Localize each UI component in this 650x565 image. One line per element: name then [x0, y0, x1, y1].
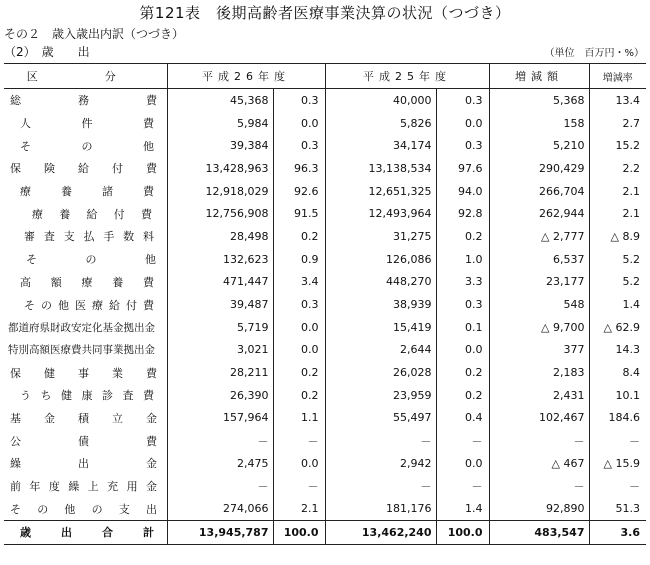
fy26-share-cell: － — [273, 475, 325, 498]
fy26-share-cell: 1.1 — [273, 407, 325, 430]
expenditure-table — [4, 63, 646, 545]
row-label-cell — [4, 293, 167, 316]
table-row — [4, 475, 646, 498]
change-rate-cell: 5.2 — [589, 271, 646, 294]
row-label: 基金積立金 — [10, 411, 157, 425]
fy26-share-cell: 96.3 — [273, 157, 325, 180]
fy26-amount-cell: 157,964 — [167, 407, 273, 430]
unit-note: （単位 百万円・%） — [544, 48, 644, 59]
row-label-cell — [4, 361, 167, 384]
change-rate-cell: 3.6 — [589, 521, 646, 545]
header-change-amount: 増減額 — [489, 64, 589, 89]
table-row — [4, 157, 646, 180]
row-label-cell — [4, 497, 167, 520]
row-label: 歳出合計 — [20, 526, 154, 540]
change-rate-cell: 14.3 — [589, 339, 646, 362]
row-label: 保険給付費 — [10, 162, 157, 176]
change-rate-cell: － — [589, 429, 646, 452]
row-label-cell — [4, 202, 167, 225]
fy25-amount-cell: 26,028 — [325, 361, 436, 384]
fy25-amount-cell: 55,497 — [325, 407, 436, 430]
row-label-cell — [4, 248, 167, 271]
fy25-amount-cell: 15,419 — [325, 316, 436, 339]
change-amount-cell: － — [489, 475, 589, 498]
fy26-amount-cell: 471,447 — [167, 271, 273, 294]
fy25-amount-cell: 5,826 — [325, 112, 436, 135]
header-row — [4, 64, 646, 89]
fy26-share-cell: 0.0 — [273, 339, 325, 362]
change-amount-cell: 2,431 — [489, 384, 589, 407]
fy26-amount-cell: 132,623 — [167, 248, 273, 271]
fy25-share-cell: 0.2 — [436, 361, 489, 384]
change-amount-cell: 290,429 — [489, 157, 589, 180]
row-label: 総務費 — [10, 94, 157, 108]
fy26-amount-cell: 2,475 — [167, 452, 273, 475]
fy25-amount-cell: 12,493,964 — [325, 202, 436, 225]
fy25-share-cell: 92.8 — [436, 202, 489, 225]
change-amount-cell: 158 — [489, 112, 589, 135]
row-label-cell — [4, 316, 167, 339]
fy26-share-cell: － — [273, 429, 325, 452]
table-row — [4, 339, 646, 362]
fy25-share-cell: 0.2 — [436, 225, 489, 248]
row-label: その他 — [26, 253, 156, 267]
fy26-amount-cell: 3,021 — [167, 339, 273, 362]
change-amount-cell: △ 2,777 — [489, 225, 589, 248]
row-label: 高額療養費 — [20, 275, 154, 289]
fy25-amount-cell: 40,000 — [325, 89, 436, 112]
fy26-amount-cell: 5,984 — [167, 112, 273, 135]
change-amount-cell: 5,368 — [489, 89, 589, 112]
fy25-amount-cell: 23,959 — [325, 384, 436, 407]
row-label: 保健事業費 — [10, 366, 157, 380]
fy25-amount-cell: 181,176 — [325, 497, 436, 520]
header-fy26: 平成26年度 — [167, 64, 325, 89]
change-rate-cell: △ 8.9 — [589, 225, 646, 248]
row-label-cell — [4, 339, 167, 362]
fy26-amount-cell: 274,066 — [167, 497, 273, 520]
fy25-share-cell: 0.3 — [436, 293, 489, 316]
row-label: その他の支出 — [10, 502, 157, 516]
fy25-share-cell: 0.3 — [436, 134, 489, 157]
subsection-subtitle: （2） 歳 出 — [4, 45, 90, 59]
fy25-amount-cell: 31,275 — [325, 225, 436, 248]
table-row — [4, 112, 646, 135]
fy25-share-cell: 0.2 — [436, 384, 489, 407]
fy26-share-cell: 0.0 — [273, 316, 325, 339]
table-row — [4, 521, 646, 545]
row-label: 療養諸費 — [20, 185, 154, 199]
change-rate-cell: 2.1 — [589, 202, 646, 225]
table-row — [4, 134, 646, 157]
change-amount-cell: － — [489, 429, 589, 452]
fy26-amount-cell: 5,719 — [167, 316, 273, 339]
row-label: その他医療給付費 — [24, 298, 154, 312]
row-label-cell — [4, 180, 167, 203]
row-label: 療養給付費 — [32, 207, 152, 221]
fy26-share-cell: 91.5 — [273, 202, 325, 225]
section-subtitle: その２ 歳入歳出内訳（つづき） — [4, 27, 185, 41]
row-label: 公債費 — [10, 434, 157, 448]
header-category: 区 分 — [4, 64, 167, 89]
change-rate-cell: 51.3 — [589, 497, 646, 520]
fy25-amount-cell: 2,644 — [325, 339, 436, 362]
fy26-amount-cell: 13,945,787 — [167, 521, 273, 545]
fy25-share-cell: 0.0 — [436, 452, 489, 475]
change-amount-cell: 23,177 — [489, 271, 589, 294]
fy25-share-cell: 0.0 — [436, 339, 489, 362]
table-row — [4, 293, 646, 316]
table-row — [4, 407, 646, 430]
change-rate-cell: 1.4 — [589, 293, 646, 316]
row-label-cell — [4, 271, 167, 294]
fy25-amount-cell: 13,462,240 — [325, 521, 436, 545]
fy26-amount-cell: 39,384 — [167, 134, 273, 157]
fy25-share-cell: 1.4 — [436, 497, 489, 520]
change-amount-cell: 266,704 — [489, 180, 589, 203]
table-row — [4, 225, 646, 248]
change-rate-cell: 13.4 — [589, 89, 646, 112]
table-row — [4, 429, 646, 452]
table-row — [4, 316, 646, 339]
fy26-amount-cell: 28,498 — [167, 225, 273, 248]
fy25-amount-cell: 126,086 — [325, 248, 436, 271]
row-label-cell — [4, 157, 167, 180]
fy25-amount-cell: 448,270 — [325, 271, 436, 294]
table-row — [4, 497, 646, 520]
row-label-cell — [4, 452, 167, 475]
fy26-amount-cell: 39,487 — [167, 293, 273, 316]
change-rate-cell: 2.1 — [589, 180, 646, 203]
fy26-amount-cell: 12,918,029 — [167, 180, 273, 203]
table-row — [4, 271, 646, 294]
row-label-cell — [4, 112, 167, 135]
fy25-amount-cell: 34,174 — [325, 134, 436, 157]
table-row — [4, 248, 646, 271]
fy26-amount-cell: － — [167, 429, 273, 452]
change-rate-cell: 8.4 — [589, 361, 646, 384]
row-label-cell — [4, 134, 167, 157]
row-label: 人件費 — [20, 117, 154, 131]
table-row — [4, 180, 646, 203]
fy25-amount-cell: － — [325, 475, 436, 498]
fy26-share-cell: 0.9 — [273, 248, 325, 271]
fy25-amount-cell: 12,651,325 — [325, 180, 436, 203]
change-amount-cell: △ 9,700 — [489, 316, 589, 339]
fy26-amount-cell: 13,428,963 — [167, 157, 273, 180]
change-rate-cell: 15.2 — [589, 134, 646, 157]
fy25-share-cell: 97.6 — [436, 157, 489, 180]
row-label-cell — [4, 429, 167, 452]
header-fy25: 平成25年度 — [325, 64, 489, 89]
header-change-rate: 増減率 — [589, 64, 646, 89]
table-row — [4, 361, 646, 384]
change-amount-cell: 102,467 — [489, 407, 589, 430]
row-label-cell — [4, 521, 167, 545]
row-label-cell — [4, 89, 167, 112]
fy26-share-cell: 0.3 — [273, 134, 325, 157]
fy25-share-cell: 0.0 — [436, 112, 489, 135]
row-label: 前年度繰上充用金 — [10, 480, 157, 494]
table-row — [4, 89, 646, 112]
table-row — [4, 452, 646, 475]
fy25-amount-cell: 13,138,534 — [325, 157, 436, 180]
fy26-share-cell: 0.2 — [273, 361, 325, 384]
row-label-cell — [4, 475, 167, 498]
change-rate-cell: 5.2 — [589, 248, 646, 271]
fy26-amount-cell: 12,756,908 — [167, 202, 273, 225]
fy25-share-cell: － — [436, 475, 489, 498]
row-label: その他 — [20, 139, 154, 153]
change-amount-cell: 377 — [489, 339, 589, 362]
fy25-share-cell: 94.0 — [436, 180, 489, 203]
fy26-share-cell: 0.2 — [273, 384, 325, 407]
change-amount-cell: 5,210 — [489, 134, 589, 157]
change-rate-cell: △ 15.9 — [589, 452, 646, 475]
fy25-share-cell: 0.4 — [436, 407, 489, 430]
fy25-share-cell: 3.3 — [436, 271, 489, 294]
fy26-share-cell: 100.0 — [273, 521, 325, 545]
row-label-cell — [4, 384, 167, 407]
fy26-amount-cell: 45,368 — [167, 89, 273, 112]
fy25-share-cell: 100.0 — [436, 521, 489, 545]
fy26-share-cell: 0.2 — [273, 225, 325, 248]
change-rate-cell: △ 62.9 — [589, 316, 646, 339]
row-label: 繰出金 — [10, 457, 157, 471]
change-amount-cell: 483,547 — [489, 521, 589, 545]
fy25-share-cell: 0.1 — [436, 316, 489, 339]
change-amount-cell: 92,890 — [489, 497, 589, 520]
table-row — [4, 384, 646, 407]
row-label-cell — [4, 225, 167, 248]
fy26-amount-cell: 28,211 — [167, 361, 273, 384]
fy25-share-cell: 1.0 — [436, 248, 489, 271]
table-row — [4, 202, 646, 225]
fy25-share-cell: 0.3 — [436, 89, 489, 112]
row-label: うち健康診査費 — [20, 389, 154, 403]
row-label-cell — [4, 407, 167, 430]
fy26-share-cell: 0.0 — [273, 452, 325, 475]
fy25-amount-cell: 38,939 — [325, 293, 436, 316]
change-rate-cell: 10.1 — [589, 384, 646, 407]
change-amount-cell: 262,944 — [489, 202, 589, 225]
table-title: 第121表 後期高齢者医療事業決算の状況（つづき） — [139, 4, 511, 22]
change-amount-cell: 6,537 — [489, 248, 589, 271]
row-label: 都道府県財政安定化基金拠出金 — [8, 321, 155, 334]
fy26-share-cell: 0.3 — [273, 89, 325, 112]
fy26-share-cell: 0.0 — [273, 112, 325, 135]
change-amount-cell: △ 467 — [489, 452, 589, 475]
change-rate-cell: 2.7 — [589, 112, 646, 135]
fy25-amount-cell: － — [325, 429, 436, 452]
row-label: 審査支払手数料 — [24, 230, 154, 244]
change-rate-cell: 184.6 — [589, 407, 646, 430]
change-rate-cell: 2.2 — [589, 157, 646, 180]
fy26-share-cell: 2.1 — [273, 497, 325, 520]
change-rate-cell: － — [589, 475, 646, 498]
change-amount-cell: 2,183 — [489, 361, 589, 384]
row-label: 特別高額医療費共同事業拠出金 — [8, 344, 155, 357]
change-amount-cell: 548 — [489, 293, 589, 316]
fy25-amount-cell: 2,942 — [325, 452, 436, 475]
fy25-share-cell: － — [436, 429, 489, 452]
fy26-amount-cell: － — [167, 475, 273, 498]
fy26-share-cell: 92.6 — [273, 180, 325, 203]
fy26-amount-cell: 26,390 — [167, 384, 273, 407]
fy26-share-cell: 0.3 — [273, 293, 325, 316]
fy26-share-cell: 3.4 — [273, 271, 325, 294]
